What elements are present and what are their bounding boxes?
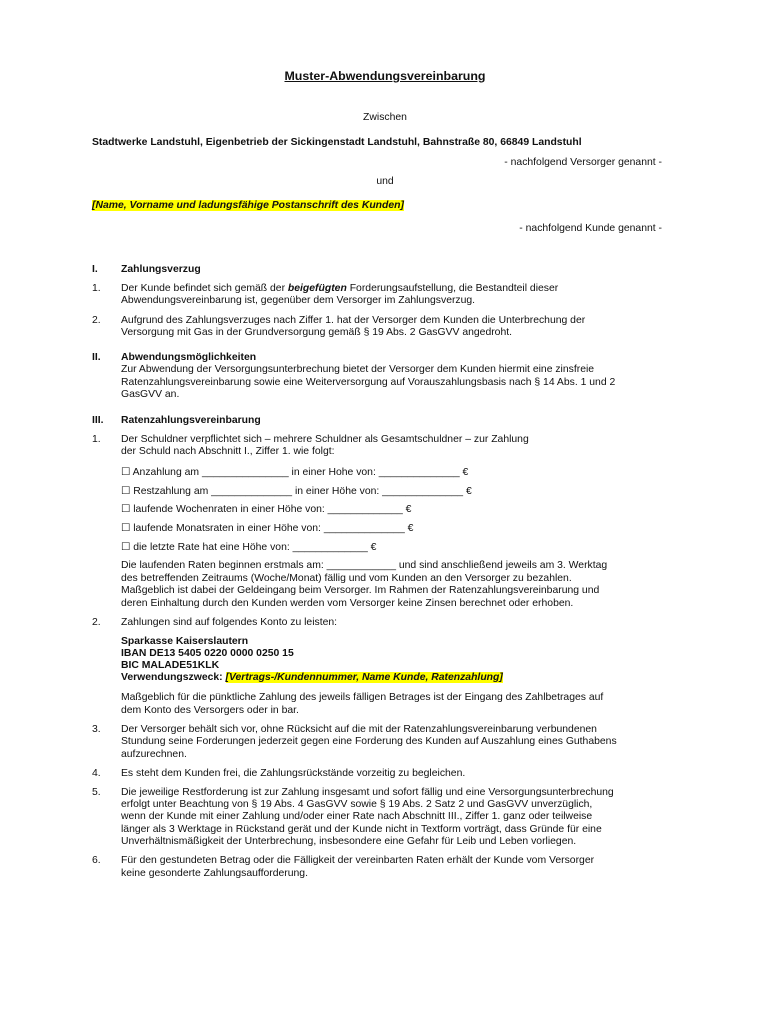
section-3-item-4-line-1: Es steht dem Kunden frei, die Zahlungsrückstände vorzeitig zu begleichen.: [121, 768, 466, 779]
section-1-heading: Zahlungsverzug: [121, 264, 201, 275]
section-1-number: I.: [92, 264, 98, 275]
option-last-rate[interactable]: ☐ die letzte Rate hat eine Höhe von: _____________ €: [121, 542, 377, 553]
customer-placeholder: [Name, Vorname und ladungsfähige Postanschrift des Kunden]: [92, 200, 404, 211]
section-3-item-3-number: 3.: [92, 724, 101, 735]
section-3-item-3-line-3: aufzurechnen.: [121, 749, 187, 760]
and-label: und: [376, 176, 394, 187]
bank-bic: BIC MALADE51KLK: [121, 660, 220, 671]
section-3-item-3-line-1: Der Versorger behält sich vor, ohne Rücksicht auf die mit der Ratenzahlungsvereinbarung verbundenen: [121, 724, 597, 735]
section-3-item-4-number: 4.: [92, 768, 101, 779]
section-3-item-1-number: 1.: [92, 434, 101, 445]
section-2-line-2: Ratenzahlungsvereinbarung sowie eine Weiterversorgung auf Vorauszahlungsbasis nach § 14 Abs. 1 und 2: [121, 377, 616, 388]
section-3-item-5-line-4: länger als 3 Werktage in Rückstand gerät und der Kunde nicht in Textform vorträgt, dass Gründe für eine: [121, 824, 602, 835]
section-3-item-3-line-2: Stundung seine Forderungen jederzeit gegen eine Forderung des Kunden auf Auszahlung eines Guthabens: [121, 736, 617, 747]
section-3-item-5-line-2: erfolgt unter Beachtung von § 19 Abs. 4 GasGVV sowie § 19 Abs. 2 Satz 2 und GasGVV unverzüglich,: [121, 799, 593, 810]
document-title: Muster-Abwendungsvereinbarung: [284, 69, 486, 83]
bank-iban: IBAN DE13 5405 0220 0000 0250 15: [121, 648, 294, 659]
section-3-item-1-line-2: der Schuld nach Abschnitt I., Ziffer 1. wie folgt:: [121, 446, 335, 457]
section-3-item-6-number: 6.: [92, 855, 101, 866]
bank-name: Sparkasse Kaiserslautern: [121, 636, 249, 647]
section-3-item-2b-line-1: Maßgeblich für die pünktliche Zahlung des jeweils fälligen Betrages ist der Eingang des Zahlbetrages auf: [121, 692, 604, 703]
section-3-item-5-line-3: wenn der Kunde mit einer Zahlung und/oder einer Rate nach Abschnitt III., Ziffer 1. ganz oder teilweise: [121, 811, 593, 822]
payment-purpose-placeholder: [Vertrags-/Kundennummer, Name Kunde, Ratenzahlung]: [225, 672, 503, 683]
supplier-name: Stadtwerke Landstuhl, Eigenbetrieb der Sickingenstadt Landstuhl, Bahnstraße 80, 66849 Landstuhl: [92, 137, 582, 148]
section-3-item-2-line-1: Zahlungen sind auf folgendes Konto zu leisten:: [121, 617, 338, 628]
section-3-item-5-number: 5.: [92, 787, 101, 798]
section-3-item-1b-line-3: Maßgeblich ist dabei der Geldeingang beim Versorger. Im Rahmen der Ratenzahlungsvereinbarung und: [121, 585, 600, 596]
section-3-item-1b-line-1: Die laufenden Raten beginnen erstmals am: ____________ und sind anschließend jeweils am 3. Werktag: [121, 560, 608, 571]
section-1-item-1-line-1: Der Kunde befindet sich gemäß der beigefügten Forderungsaufstellung, die Bestandteil dieser: [121, 283, 559, 294]
section-3-item-5-line-5: Unverhältnismäßigkeit der Unterbrechung, insbesondere eine Gefahr für Leib und Leben vorliegen.: [121, 836, 577, 847]
supplier-alias: - nachfolgend Versorger genannt -: [504, 157, 662, 168]
section-3-item-1b-line-4: deren Einhaltung durch den Kunden werden vom Versorger keine Zinsen berechnet oder erhoben.: [121, 598, 574, 609]
section-3-item-2b-line-2: dem Konto des Versorgers oder in bar.: [121, 705, 299, 716]
section-1-item-2-line-2: Versorgung mit Gas in der Grundversorgung gemäß § 19 Abs. 2 GasGVV angedroht.: [121, 327, 513, 338]
section-1-item-1-number: 1.: [92, 283, 101, 294]
section-2-heading: Abwendungsmöglichkeiten: [121, 352, 257, 363]
section-3-item-6-line-1: Für den gestundeten Betrag oder die Fälligkeit der vereinbarten Raten erhält der Kunde vom Versorger: [121, 855, 595, 866]
customer-alias: - nachfolgend Kunde genannt -: [519, 223, 662, 234]
option-weekly-rates[interactable]: ☐ laufende Wochenraten in einer Höhe von: _____________ €: [121, 504, 412, 515]
payment-purpose-label: Verwendungszweck:: [121, 672, 226, 683]
section-1-item-1-line-2: Abwendungsvereinbarung ist, gegenüber dem Versorger im Zahlungsverzug.: [121, 295, 476, 306]
section-1-item-2-line-1: Aufgrund des Zahlungsverzuges nach Ziffer 1. hat der Versorger dem Kunden die Unterbrechung der: [121, 315, 586, 326]
section-2-line-3: GasGVV an.: [121, 389, 180, 400]
section-2-line-1: Zur Abwendung der Versorgungsunterbrechung bietet der Versorger dem Kunden hiermit eine zinsfreie: [121, 364, 595, 375]
section-2-number: II.: [92, 352, 101, 363]
option-remaining-payment[interactable]: ☐ Restzahlung am ______________ in einer Höhe von: ______________ €: [121, 486, 472, 497]
section-3-heading: Ratenzahlungsvereinbarung: [121, 415, 261, 426]
section-3-item-6-line-2: keine gesonderte Zahlungsaufforderung.: [121, 868, 308, 879]
option-down-payment[interactable]: ☐ Anzahlung am _______________ in einer Hohe von: ______________ €: [121, 467, 469, 478]
section-3-item-5-line-1: Die jeweilige Restforderung ist zur Zahlung insgesamt und sofort fällig und eine Versorgungsunterbrechung: [121, 787, 614, 798]
section-3-number: III.: [92, 415, 104, 426]
option-monthly-rates[interactable]: ☐ laufende Monatsraten in einer Höhe von: ______________ €: [121, 523, 414, 534]
payment-purpose: [121, 672, 503, 683]
section-1-item-2-number: 2.: [92, 315, 101, 326]
section-3-item-1b-line-2: des betreffenden Zeitraums (Woche/Monat) fällig und vom Kunden an den Versorger zu bezahlen.: [121, 573, 572, 584]
section-3-item-2-number: 2.: [92, 617, 101, 628]
section-3-item-1-line-1: Der Schuldner verpflichtet sich – mehrere Schuldner als Gesamtschuldner – zur Zahlung: [121, 434, 529, 445]
between-label: Zwischen: [363, 112, 407, 123]
